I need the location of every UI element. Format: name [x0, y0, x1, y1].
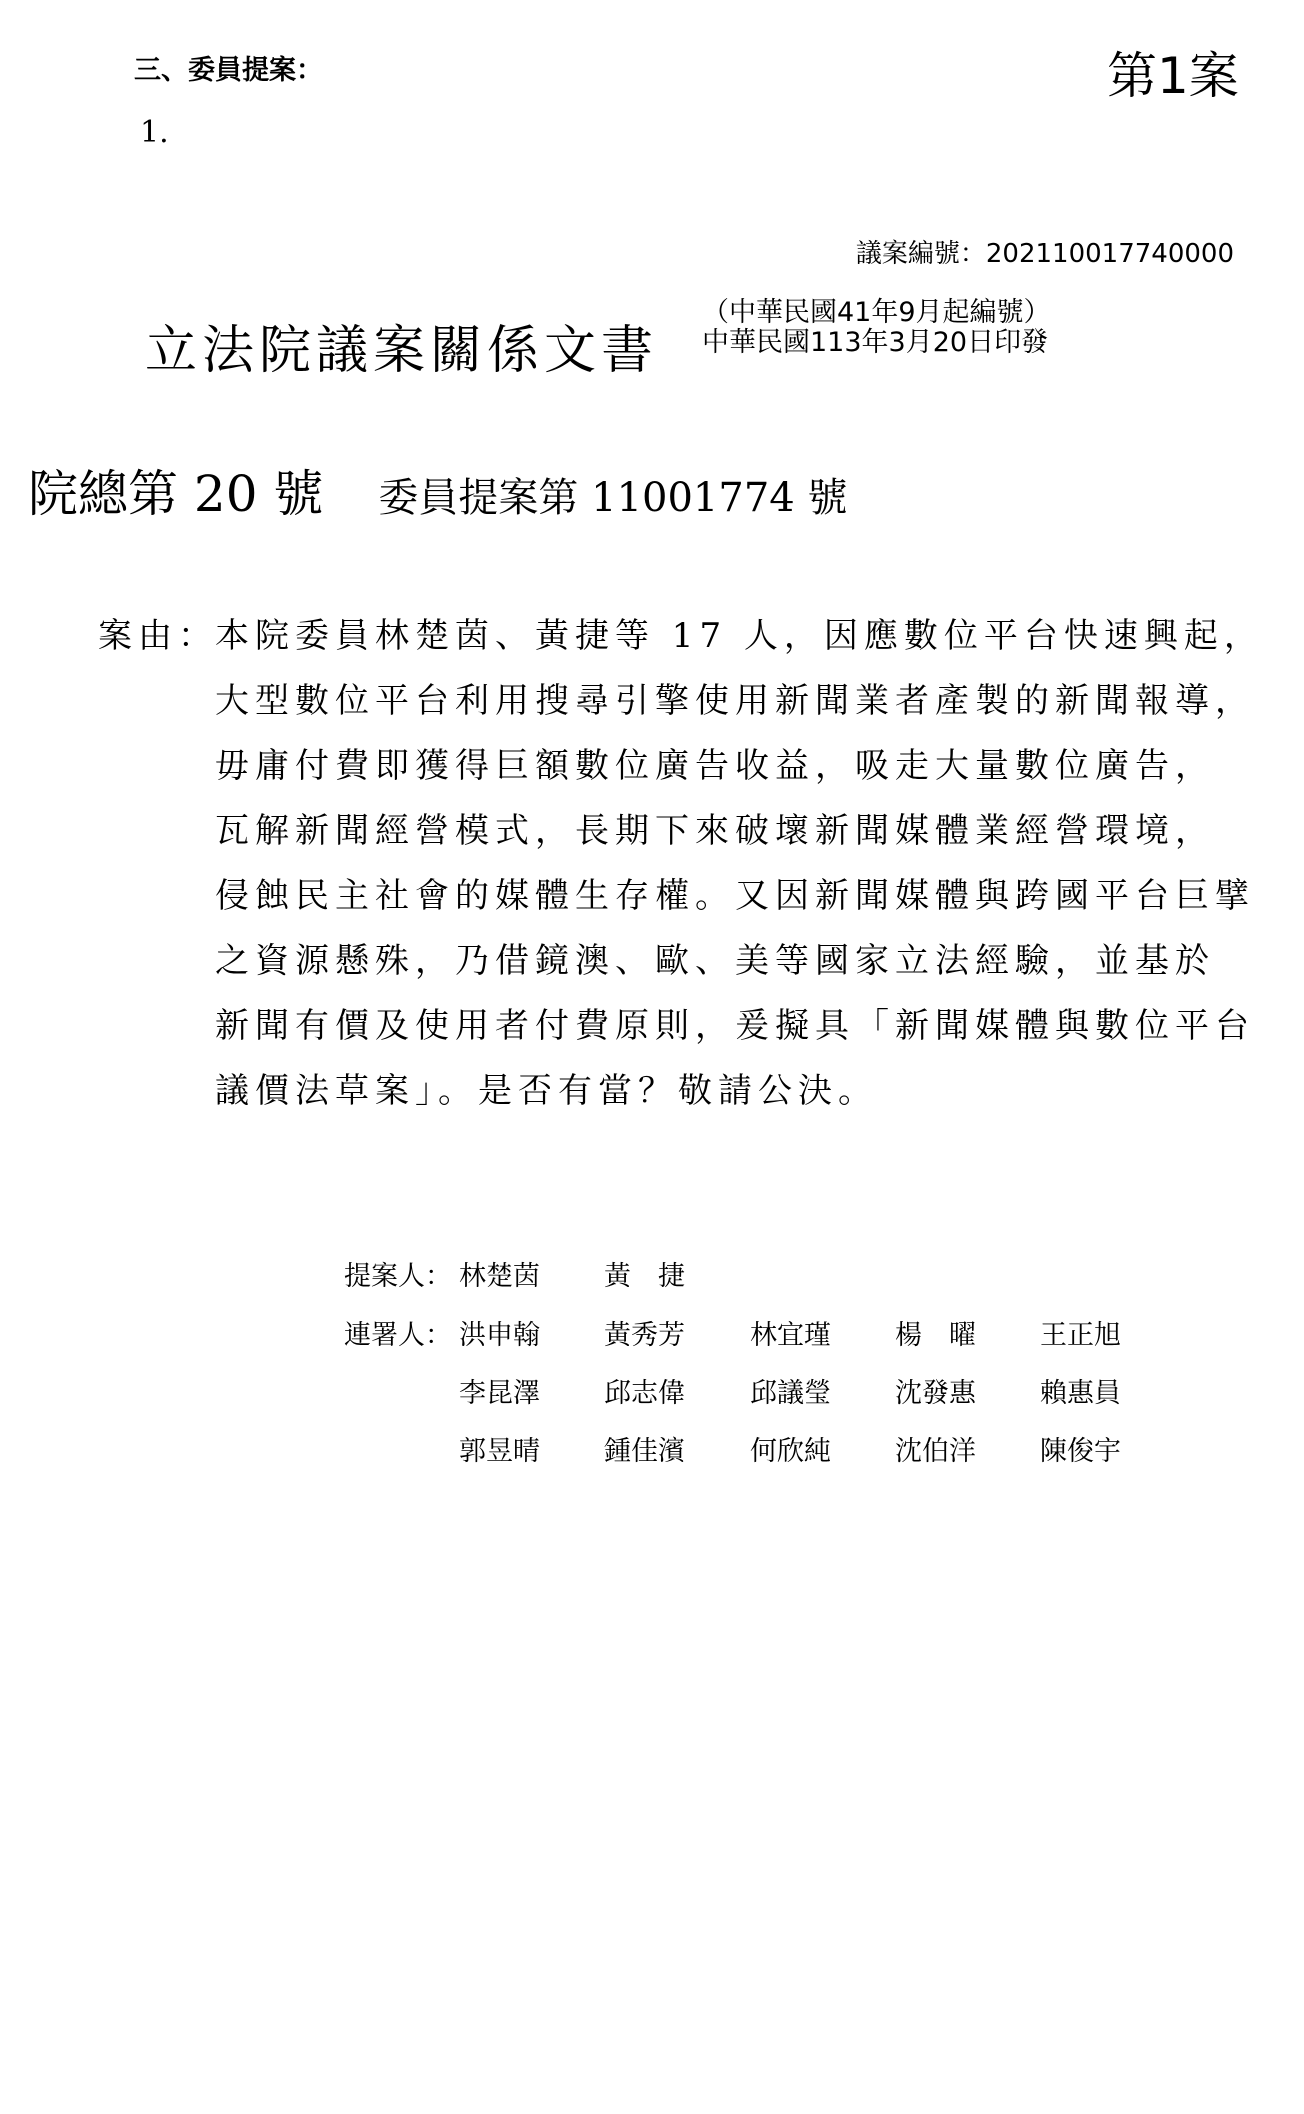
cosigner-name: 郭昱晴 [459, 1436, 540, 1467]
subject-line: 之資源懸殊，乃借鏡澳、歐、美等國家立法經驗，並基於 [215, 941, 1215, 981]
cosigner-name: 王正旭 [1040, 1320, 1121, 1351]
cosigner-name: 黃秀芳 [604, 1320, 685, 1351]
cosigner-name: 何欣純 [750, 1436, 831, 1467]
cosigner-name: 李昆澤 [459, 1378, 540, 1409]
sponsor-name: 林楚茵 [459, 1261, 540, 1292]
cosigner-name: 邱議瑩 [750, 1378, 831, 1409]
cosigner-name: 楊 曜 [895, 1320, 976, 1351]
general-number: 院總第 20 號 [28, 465, 324, 523]
numbering-note [702, 298, 1051, 358]
sponsors-label: 提案人： [344, 1261, 452, 1292]
cosigner-name: 洪申翰 [459, 1320, 540, 1351]
subject-line: 大型數位平台利用搜尋引擎使用新聞業者產製的新聞報導， [215, 681, 1255, 721]
numbering-note-line-1: （中華民國41年9月起編號） [702, 297, 1051, 328]
subject-line: 本院委員林楚茵、黃捷等 17 人，因應數位平台快速興起， [215, 616, 1264, 656]
numbering-note-line-2: 中華民國113年3月20日印發 [702, 327, 1049, 358]
subject-line: 侵蝕民主社會的媒體生存權。又因新聞媒體與跨國平台巨擘 [215, 876, 1255, 916]
cosigner-name: 賴惠員 [1040, 1378, 1121, 1409]
section-heading: 三、委員提案： [134, 55, 323, 86]
case-number: 第1案 [1107, 47, 1239, 105]
sponsor-name: 黃 捷 [604, 1261, 685, 1292]
cosigner-name: 沈伯洋 [895, 1436, 976, 1467]
cosigner-name: 林宜瑾 [750, 1320, 831, 1351]
subject-label: 案由： [98, 616, 218, 656]
cosigners-label: 連署人： [344, 1320, 452, 1351]
subject-line: 議價法草案」。是否有當？敬請公決。 [215, 1071, 878, 1111]
document-title: 立法院議案關係文書 [145, 321, 659, 381]
cosigner-name: 陳俊宇 [1040, 1436, 1121, 1467]
item-number: 1. [140, 115, 169, 150]
cosigner-name: 邱志偉 [604, 1378, 685, 1409]
cosigner-name: 鍾佳濱 [604, 1436, 685, 1467]
cosigner-name: 沈發惠 [895, 1378, 976, 1409]
proposal-number: 委員提案第 11001774 號 [378, 475, 848, 521]
document-reference [28, 454, 847, 526]
subject-line: 新聞有價及使用者付費原則，爰擬具「新聞媒體與數位平台 [215, 1006, 1255, 1046]
bill-number: 議案編號：202110017740000 [855, 239, 1234, 269]
subject-line: 瓦解新聞經營模式，長期下來破壞新聞媒體業經營環境， [215, 811, 1215, 851]
subject-line: 毋庸付費即獲得巨額數位廣告收益，吸走大量數位廣告， [215, 746, 1215, 786]
